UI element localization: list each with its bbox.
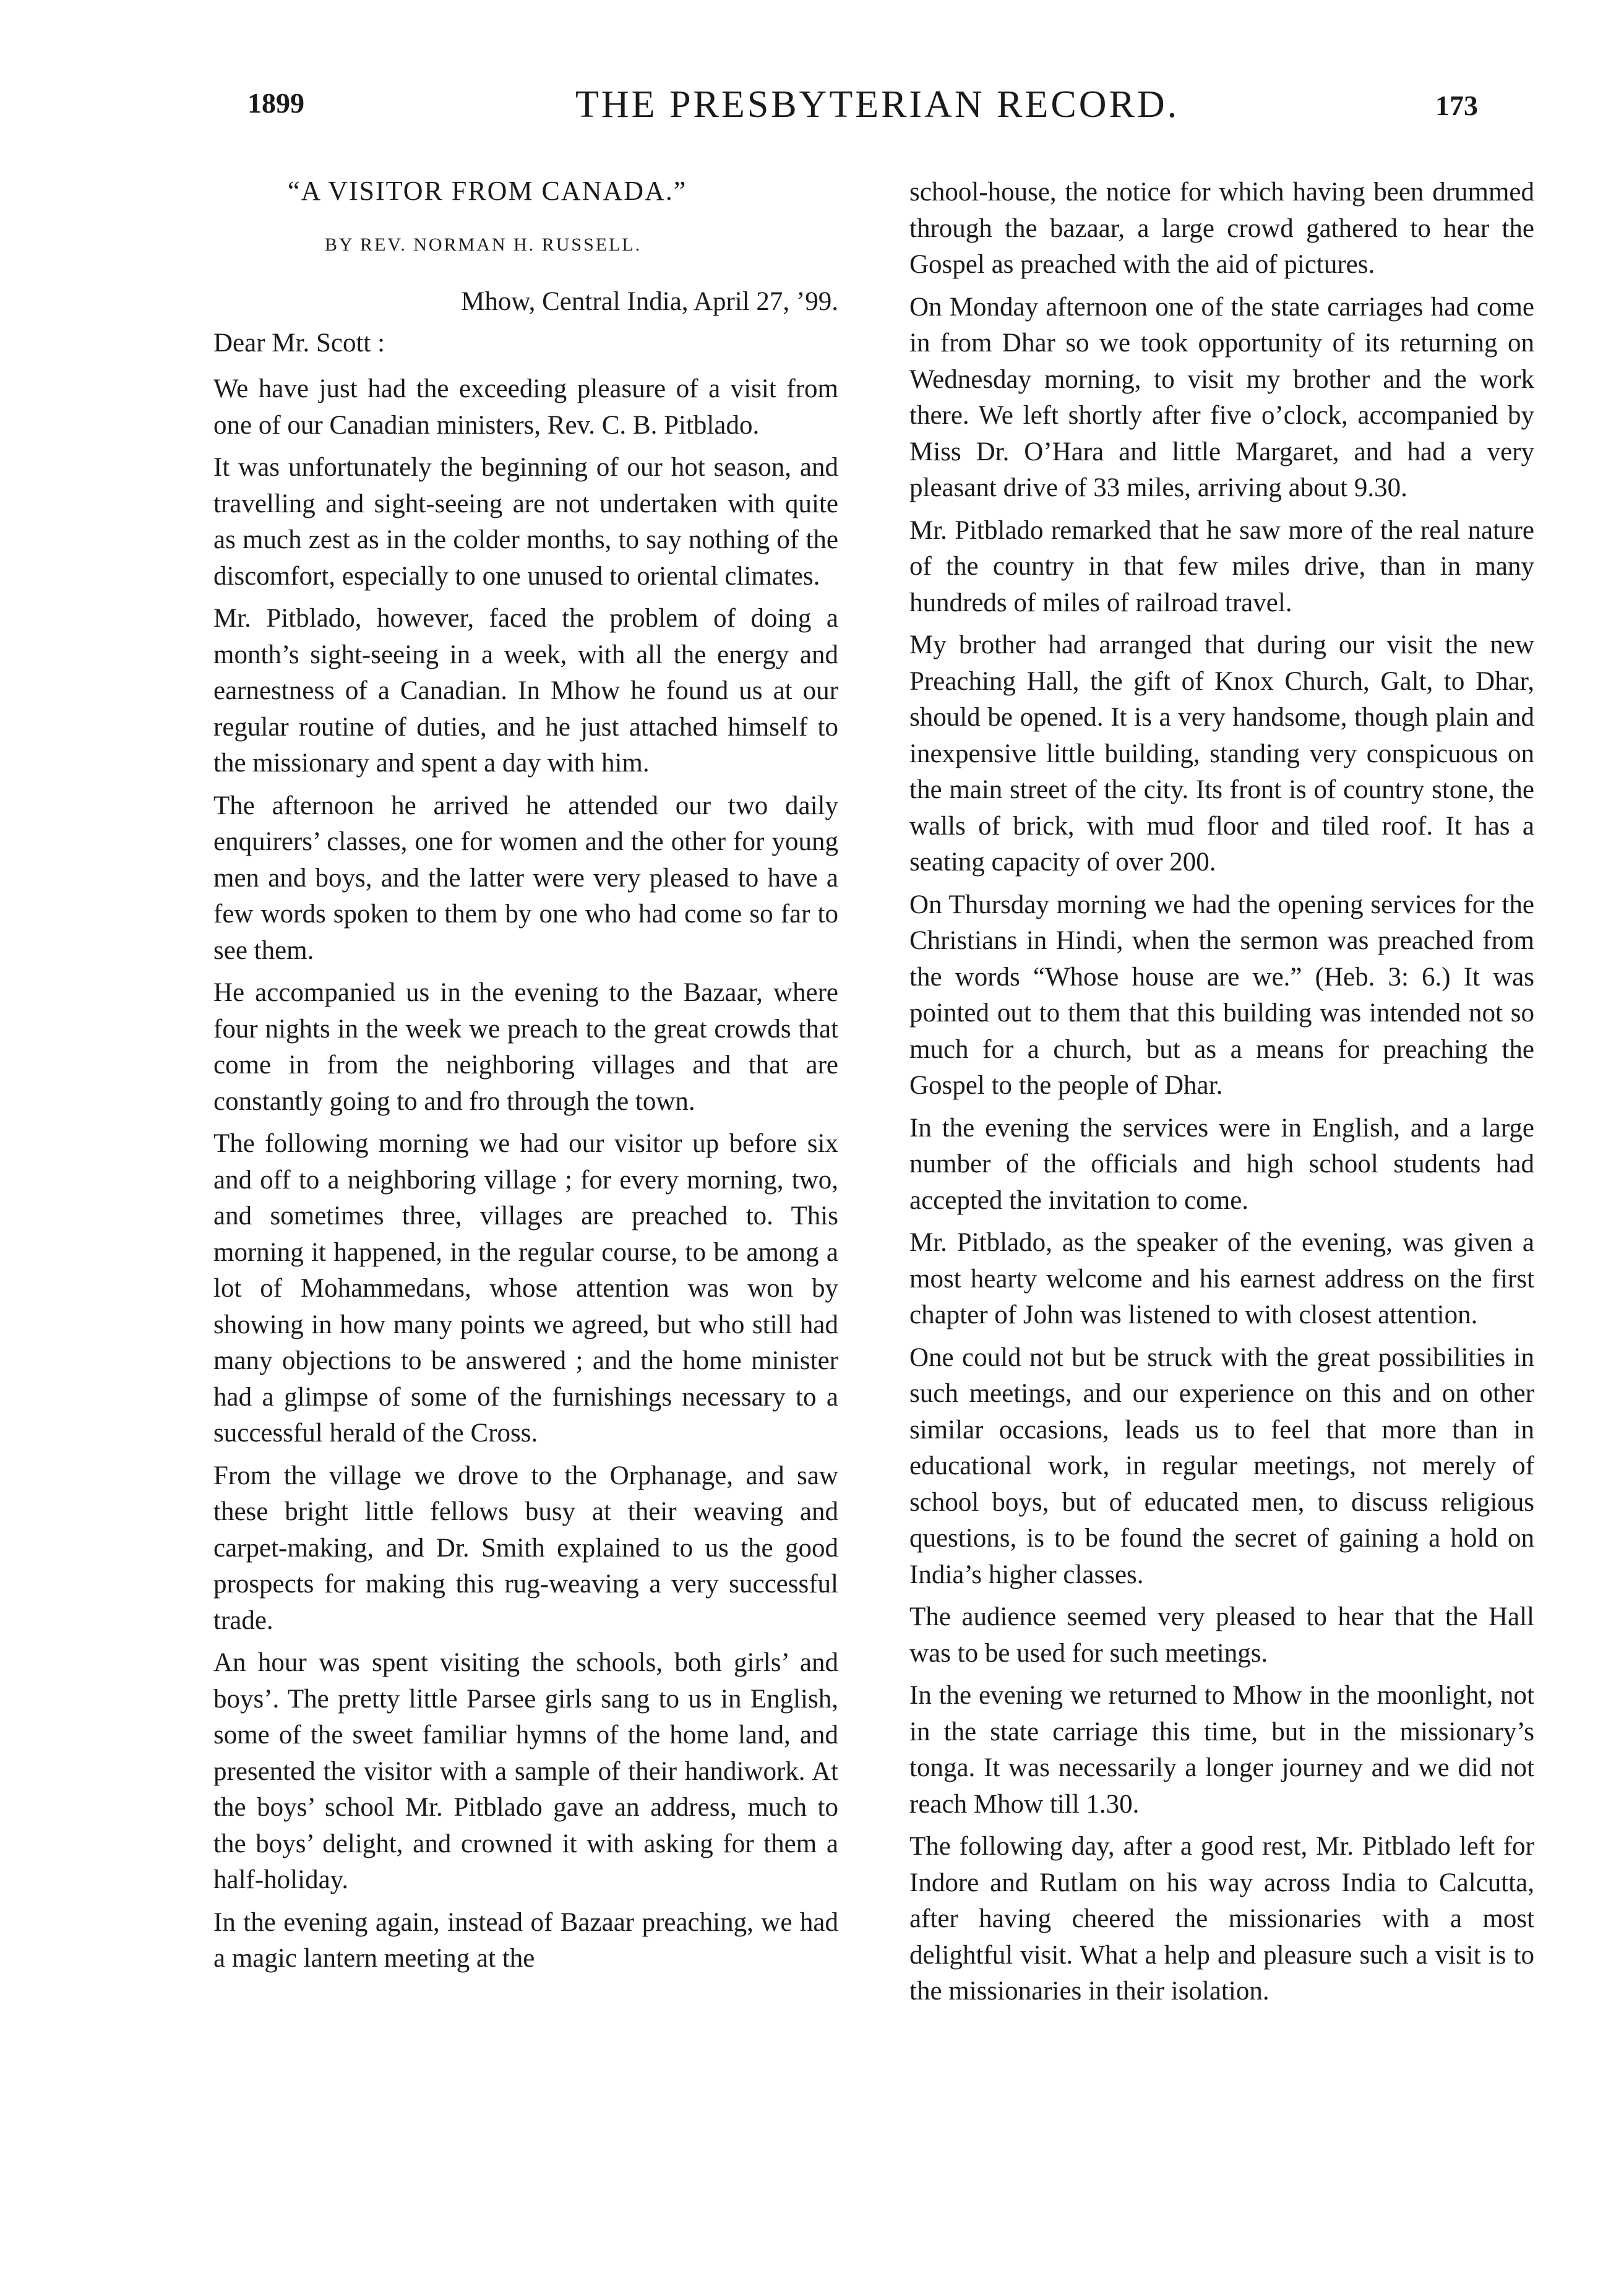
- right-column: [909, 174, 1534, 2016]
- dateline: Mhow, Central India, April 27, ’99.: [461, 287, 838, 316]
- paragraph: He accompanied us in the evening to the Bazaar, where four nights in the week we preach to the great crowds that come in from the neighboring villages and that are constantly going to and fro through the town.: [213, 978, 838, 1116]
- paragraph: Mr. Pitblado, however, faced the problem of doing a month’s sight-seeing in a week, with all the energy and earnestness of a Canadian. In Mhow he found us at our regular routine of duties, and he just attached himself to the missionary and spent a day with him.: [213, 604, 838, 778]
- paragraph: One could not but be struck with the great possibilities in such meetings, and our experience on this and on other similar occasions, leads us to feel that more than in educational work, in regular meetings, not merely of school boys, but of educated men, to discuss religious questions, is to be found the secret of gaining a hold on India’s higher classes.: [909, 1342, 1534, 1589]
- paragraph: On Monday afternoon one of the state carriages had come in from Dhar so we took opportunity of its returning on Wednesday morning, to visit my brother and the work there. We left shortly after five o’clock, accompanied by Miss Dr. O’Hara and little Margaret, and had a very pleasant drive of 33 miles, arriving about 9.30.: [909, 292, 1534, 502]
- paragraph: Mr. Pitblado remarked that he saw more of the real nature of the country in that few miles drive, than in many hundreds of miles of railroad travel.: [909, 515, 1534, 617]
- paragraph: In the evening we returned to Mhow in the moonlight, not in the state carriage this time, but in the missionary’s tonga. It was necessarily a longer journey and we did not reach Mhow till 1.30.: [909, 1681, 1534, 1819]
- paragraph: In the evening the services were in English, and a large number of the officials and high school students had accepted the invitation to come.: [909, 1113, 1534, 1215]
- article-title: “A VISITOR FROM CANADA.”: [288, 176, 687, 206]
- publication-title: THE PRESBYTERIAN RECORD.: [575, 84, 1180, 126]
- left-column: [213, 173, 838, 1983]
- paragraph: We have just had the exceeding pleasure of a visit from one of our Canadian ministers, Rev. C. B. Pitblado.: [213, 374, 838, 440]
- paragraph: An hour was spent visiting the schools, both girls’ and boys’. The pretty little Parsee girls sang to us in English, some of the sweet familiar hymns of the home land, and presented the visitor with a sample of their handiwork. At the boys’ school Mr. Pitblado gave an address, much to the boys’ delight, and crowned it with asking for them a half-holiday.: [213, 1648, 838, 1894]
- page-number: 173: [1435, 90, 1478, 121]
- paragraph: It was unfortunately the beginning of our hot season, and travelling and sight-seeing are not undertaken with quite as much zest as in the colder months, to say nothing of the discomfort, especially to one unused to oriental climates.: [213, 453, 838, 591]
- paragraph: On Thursday morning we had the opening services for the Christians in Hindi, when the sermon was preached from the words “Whose house are we.” (Heb. 3: 6.) It was pointed out to them that this building was intended not so much for a church, but as a means for preaching the Gospel to the people of Dhar.: [909, 890, 1534, 1100]
- paragraph: The following morning we had our visitor up before six and off to a neighboring village ; for every morning, two, and sometimes three, villages are preached to. This morning it happened, in the regular course, to be among a lot of Mohammedans, whose attention was won by showing in how many points we agreed, but who still had many objections to be answered ; and the home minister had a glimpse of some of the furnishings necessary to a successful herald of the Cross.: [213, 1129, 838, 1448]
- paragraph: school-house, the notice for which having been drummed through the bazaar, a large crowd gathered to hear the Gospel as preached with the aid of pictures.: [909, 178, 1534, 279]
- header-year: 1899: [247, 87, 304, 119]
- running-header: [0, 84, 1624, 142]
- paragraph: The audience seemed very pleased to hear that the Hall was to be used for such meetings.: [909, 1602, 1534, 1668]
- paragraph: The following day, after a good rest, Mr. Pitblado left for Indore and Rutlam on his way across India to Calcutta, after having cheered the missionaries with a most delightful visit. What a help and pleasure such a visit is to the missionaries in their isolation.: [909, 1832, 1534, 2006]
- paragraph: In the evening again, instead of Bazaar preaching, we had a magic lantern meeting at the: [213, 1907, 838, 1973]
- paragraph: Mr. Pitblado, as the speaker of the evening, was given a most hearty welcome and his earnest address on the first chapter of John was listened to with closest attention.: [909, 1228, 1534, 1329]
- salutation: Dear Mr. Scott :: [213, 328, 385, 358]
- paragraph: The afternoon he arrived he attended our two daily enquirers’ classes, one for women and the other for young men and boys, and the latter were very pleased to have a few words spoken to them by one who had come so far to see them.: [213, 791, 838, 965]
- paragraph: My brother had arranged that during our visit the new Preaching Hall, the gift of Knox Church, Galt, to Dhar, should be opened. It is a very handsome, though plain and inexpensive little building, standing very conspicuous on the main street of the city. Its front is of country stone, the walls of brick, with mud floor and tiled roof. It has a seating capacity of over 200.: [909, 630, 1534, 877]
- paragraph: From the village we drove to the Orphanage, and saw these bright little fellows busy at their weaving and carpet-making, and Dr. Smith explained to us the good prospects for making this rug-weaving a very successful trade.: [213, 1461, 838, 1635]
- byline: BY REV. NORMAN H. RUSSELL.: [325, 234, 642, 255]
